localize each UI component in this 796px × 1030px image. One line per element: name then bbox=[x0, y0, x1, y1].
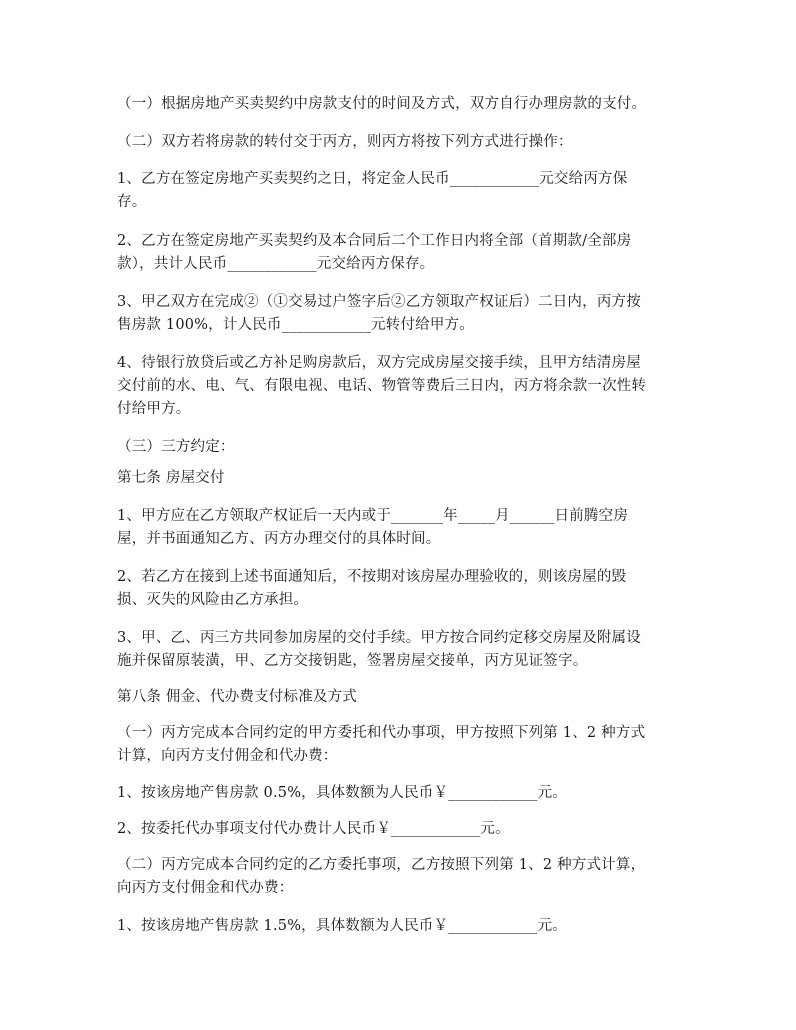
section-heading: 第八条 佣金、代办费支付标准及方式 bbox=[117, 689, 358, 705]
paragraph-line: 2、按委托代办事项支付代办费计人民币￥____________元。 bbox=[117, 821, 510, 837]
paragraph-line: 存。 bbox=[117, 194, 147, 210]
paragraph-line: 1、甲方应在乙方领取产权证后一天内或于_______年_____月______日前腾空房 bbox=[117, 508, 629, 524]
paragraph-line: （二）双方若将房款的转付交于丙方，则丙方将按下列方式进行操作： bbox=[117, 134, 573, 150]
paragraph-line: 屋，并书面通知乙方、丙方办理交付的具体时间。 bbox=[117, 531, 441, 547]
paragraph-line: （一）丙方完成本合同约定的甲方委托和代办事项，甲方按照下列第 1、2 种方式 bbox=[117, 725, 646, 741]
paragraph-line: 1、按该房地产售房款 0.5%，具体数额为人民币￥____________元。 bbox=[117, 785, 567, 801]
paragraph-line: 计算，向丙方支付佣金和代办费： bbox=[117, 748, 338, 764]
paragraph-line: 向丙方支付佣金和代办费： bbox=[117, 880, 294, 896]
paragraph-line: （二）丙方完成本合同约定的乙方委托事项，乙方按照下列第 1、2 种方式计算， bbox=[117, 857, 646, 873]
paragraph-line: 1、乙方在签定房地产买卖契约之日，将定金人民币____________元交给丙方保 bbox=[117, 171, 628, 187]
paragraph-line: 1、按该房地产售房款 1.5%，具体数额为人民币￥____________元。 bbox=[117, 918, 567, 934]
paragraph-line: （一）根据房地产买卖契约中房款支付的时间及方式，双方自行办理房款的支付。 bbox=[117, 96, 647, 112]
paragraph-line: 2、若乙方在接到上述书面通知后，不按期对该房屋办理验收的，则该房屋的毁 bbox=[117, 569, 627, 585]
paragraph-line: 施并保留原装潢，甲、乙方交接钥匙，签署房屋交接单，丙方见证签字。 bbox=[117, 653, 588, 669]
paragraph-line: 损、灭失的风险由乙方承担。 bbox=[117, 592, 309, 608]
paragraph-line: 3、甲、乙、丙三方共同参加房屋的交付手续。甲方按合同约定移交房屋及附属设 bbox=[117, 630, 641, 646]
paragraph-line: 付给甲方。 bbox=[117, 401, 191, 417]
section-heading: 第七条 房屋交付 bbox=[117, 470, 225, 486]
paragraph-line: 款），共计人民币____________元交给丙方保存。 bbox=[117, 256, 435, 272]
paragraph-line: 售房款 100%，计人民币____________元转付给甲方。 bbox=[117, 317, 474, 333]
paragraph-line: 交付前的水、电、气、有限电视、电话、物管等费后三日内，丙方将余款一次性转 bbox=[117, 378, 647, 394]
paragraph-line: 3、甲乙双方在完成②（①交易过户签字后②乙方领取产权证后）二日内，丙方按 bbox=[117, 294, 641, 310]
paragraph-line: 4、待银行放贷后或乙方补足购房款后，双方完成房屋交接手续，且甲方结清房屋 bbox=[117, 355, 641, 371]
paragraph-line: 2、乙方在签定房地产买卖契约及本合同后二个工作日内将全部（首期款/全部房 bbox=[117, 233, 632, 249]
paragraph-line: （三）三方约定： bbox=[117, 439, 235, 455]
